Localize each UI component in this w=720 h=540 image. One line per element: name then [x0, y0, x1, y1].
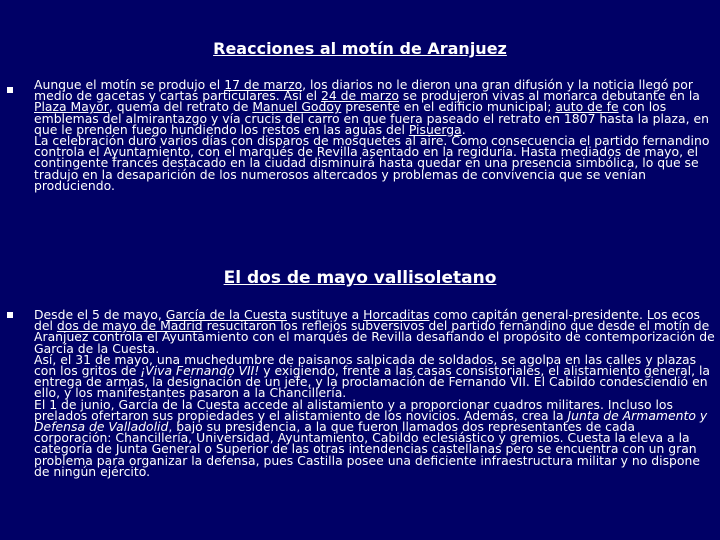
- link-plaza-mayor[interactable]: Plaza Mayor: [34, 99, 109, 115]
- bullet-marker: [7, 87, 13, 93]
- text-span: , bajo su presidencia, a la que fueron llamados dos representantes de cada corporación: Chancillería, Universidad, Ayuntamiento, Cabildo eclesiástico y gremios. Cuesta la eleva a la categoría de Junta General o Superior de las otras intendencias castellanas pero se encuentra con un gran problema para organizar la defensa, pues Castilla posee una deficiente infraestructura militar y no dispone de ningún ejército.: [34, 419, 700, 479]
- link-auto-de-fe[interactable]: auto de fe: [555, 99, 619, 115]
- paragraph-aranjuez-1: [34, 79, 716, 135]
- bullet-marker: [7, 312, 13, 318]
- text-span: , quema del retrato de: [108, 99, 253, 115]
- text-span: se produjeron vivas al monarca debutante en la: [398, 88, 700, 104]
- section-title-dos-de-mayo: El dos de mayo vallisoletano: [223, 268, 497, 288]
- link-dos-de-mayo-madrid[interactable]: dos de mayo de Madrid: [56, 318, 203, 334]
- quote-viva-fernando: ¡Viva Fernando VII!: [140, 363, 260, 379]
- link-pisuerga[interactable]: Pisuerga: [408, 121, 462, 137]
- paragraph-dos-de-mayo-3: [34, 396, 716, 479]
- text-span: y exigiendo, frente a las casas consistoriales, el alistamiento general, la entrega de armas, la designación de un jefe, y la proclamación de Fernando VII. El Cabildo condesciendió en ello, y los manifestantes pasaron a la Chancillería.: [34, 363, 711, 401]
- text-span: El 1 de junio, García de la Cuesta accede al alistamiento y a proporcionar cuadros militares. Incluso los prelados ofertaron sus propiedades y el alistamiento de los novicios. Además, crea la: [34, 396, 673, 423]
- link-horcaditas[interactable]: Horcaditas: [363, 307, 430, 322]
- text-span: , los diarios no le dieron una gran difusión y la noticia llegó por medio de gacetas y cartas particulares. Así el: [34, 77, 693, 104]
- paragraph-aranjuez: [34, 79, 716, 191]
- text-span: con los emblemas del almirantazgo y vía crucis del carro en que fuera paseado el retrato en 1807 hasta la plaza, en que le prenden fuego hundiendo los restos en las aguas del: [34, 99, 710, 137]
- link-garcia-de-la-cuesta[interactable]: García de la Cuesta: [165, 307, 288, 322]
- link-24-marzo[interactable]: 24 de marzo: [320, 88, 399, 104]
- text-span: Desde el 5 de mayo,: [34, 307, 166, 322]
- text-span: Aunque el motín se produjo el: [34, 77, 225, 92]
- text-span: resucitaron los reflejos subversivos del partido fernandino que desde el motín de Aranjuez controla el Ayuntamiento con el marqués de Revilla desafiando el propósito de contemporización de García de la Cuesta.: [34, 318, 715, 356]
- text-span: .: [461, 121, 466, 137]
- junta-name: Junta de Armamento y Defensa de Valladolid: [34, 407, 708, 435]
- link-17-marzo[interactable]: 17 de marzo: [224, 77, 303, 92]
- section-title-aranjuez: Reacciones al motín de Aranjuez: [213, 39, 507, 58]
- paragraph-dos-de-mayo-1: [34, 309, 716, 354]
- paragraph-dos-de-mayo-2: [34, 351, 716, 401]
- text-span: sustituye a: [287, 307, 364, 322]
- paragraph-aranjuez-2: La celebración duró varios días con disparos de mosquetes al aire. Como consecuencia el partido fernandino controla el Ayuntamiento, con el marqués de Revilla asentado en la regiduría. Hasta mediados de mayo, el contingente francés destacado en la ciudad disminuirá hasta quedar en una presencia simbólica, lo que se tradujo en la desaparición de los numerosos altercados y problemas de convivencia que se venían produciendo.: [34, 133, 710, 193]
- text-span: como capitán general-presidente. Los ecos del: [34, 307, 700, 334]
- text-span: Así, el 31 de mayo, una muchedumbre de paisanos salpicada de soldados, se agolpa en las calles y plazas con los gritos de: [34, 351, 697, 379]
- paragraph-dos-de-mayo: [34, 309, 716, 477]
- text-span: presente en el edificio municipal;: [341, 99, 556, 115]
- link-manuel-godoy[interactable]: Manuel Godoy: [252, 99, 342, 115]
